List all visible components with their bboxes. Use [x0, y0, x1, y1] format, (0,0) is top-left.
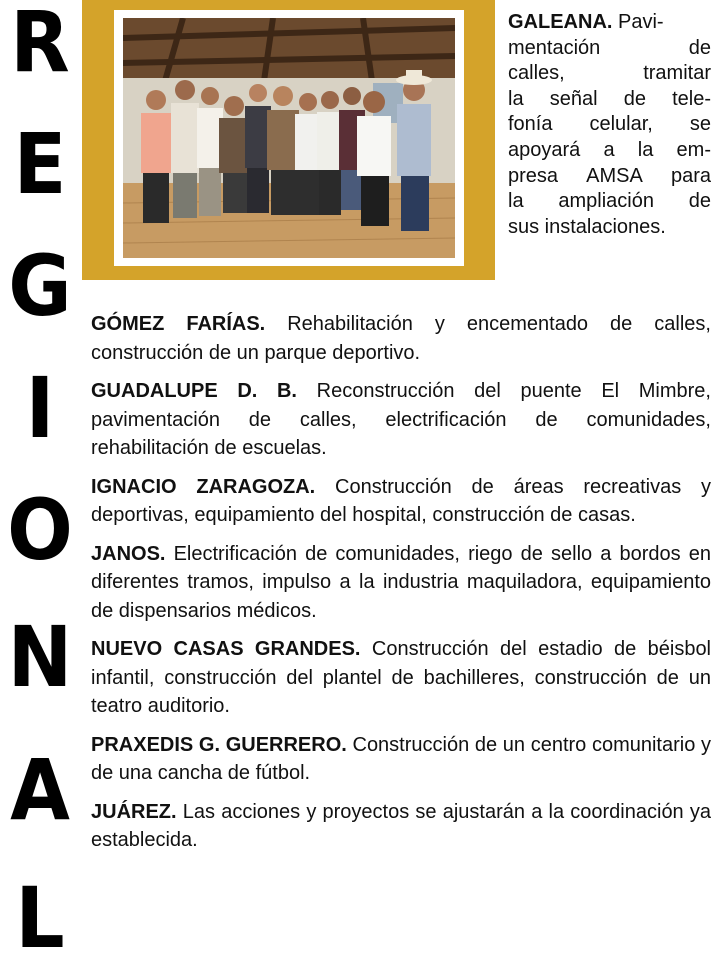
- galeana-line-text: Pavi-: [618, 11, 664, 33]
- title-letter: I: [25, 359, 55, 457]
- galeana-line: sus instalaciones.: [508, 215, 666, 238]
- paragraph-text: Rehabilitación y encementado de calles, construcción de un parque deportivo.: [91, 313, 711, 364]
- paragraph-lead: IGNACIO ZARAGOZA.: [91, 475, 316, 498]
- article-body: [91, 310, 711, 865]
- municipality-paragraph: [91, 798, 711, 855]
- galeana-line: apoyará a la em-: [508, 138, 711, 161]
- galeana-line: mentación de: [508, 36, 711, 59]
- municipality-paragraph: [91, 731, 711, 788]
- galeana-line: presa AMSA para: [508, 164, 711, 187]
- paragraph-lead: JUÁREZ.: [91, 800, 177, 823]
- paragraph-lead: GUADALUPE D. B.: [91, 380, 297, 402]
- photo-frame: [82, 0, 495, 280]
- group-photo: [123, 18, 455, 258]
- title-letter: A: [10, 741, 70, 839]
- municipality-paragraph: [91, 635, 711, 721]
- galeana-line: la ampliación de: [508, 190, 711, 213]
- photo-mat: [114, 10, 464, 266]
- galeana-paragraph: [508, 10, 711, 240]
- paragraph-text: Electrificación de comunidades, riego de sello a bordos en diferentes tramos, impulso a la industria maquiladora, equipamiento de dispensarios médicos.: [91, 542, 711, 622]
- title-letter: N: [7, 608, 73, 706]
- paragraph-text: Construcción de un centro comunitario y de una cancha de fútbol.: [91, 733, 711, 784]
- galeana-line: fonía celular, se: [508, 113, 711, 136]
- galeana-line: calles, tramitar: [508, 62, 711, 85]
- title-letter: E: [13, 115, 67, 213]
- title-letter: R: [10, 0, 70, 91]
- title-letter: O: [7, 481, 73, 579]
- paragraph-lead: PRAXEDIS G. GUERRERO.: [91, 733, 347, 756]
- paragraph-lead: JANOS.: [91, 542, 166, 565]
- municipality-paragraph: [91, 377, 711, 463]
- title-letter: G: [8, 237, 72, 335]
- galeana-line: [508, 10, 711, 36]
- municipality-paragraph: [91, 310, 711, 367]
- municipality-paragraph: [91, 540, 711, 626]
- vertical-section-title: [0, 0, 80, 967]
- paragraph-lead: GÓMEZ FARÍAS.: [91, 313, 266, 335]
- paragraph-text: Construcción del estadio de béisbol infantil, construcción del plantel de bachilleres, construcción de un teatro auditorio.: [91, 638, 712, 717]
- paragraph-text: Construcción de áreas recreativas y deportivas, equipamiento del hospital, construcción de casas.: [91, 475, 711, 526]
- group-photo-illustration: [123, 18, 455, 258]
- municipality-paragraph: [91, 473, 711, 530]
- paragraph-lead: GALEANA.: [508, 11, 613, 33]
- paragraph-text: Reconstrucción del puente El Mimbre, pavimentación de calles, electrificación de comunidades, rehabilitación de escuelas.: [91, 380, 711, 459]
- paragraph-text: Las acciones y proyectos se ajustarán a la coordinación ya establecida.: [91, 800, 711, 851]
- galeana-line: la señal de tele-: [508, 87, 711, 110]
- title-letter: L: [15, 869, 65, 967]
- paragraph-lead: NUEVO CASAS GRANDES.: [91, 638, 361, 660]
